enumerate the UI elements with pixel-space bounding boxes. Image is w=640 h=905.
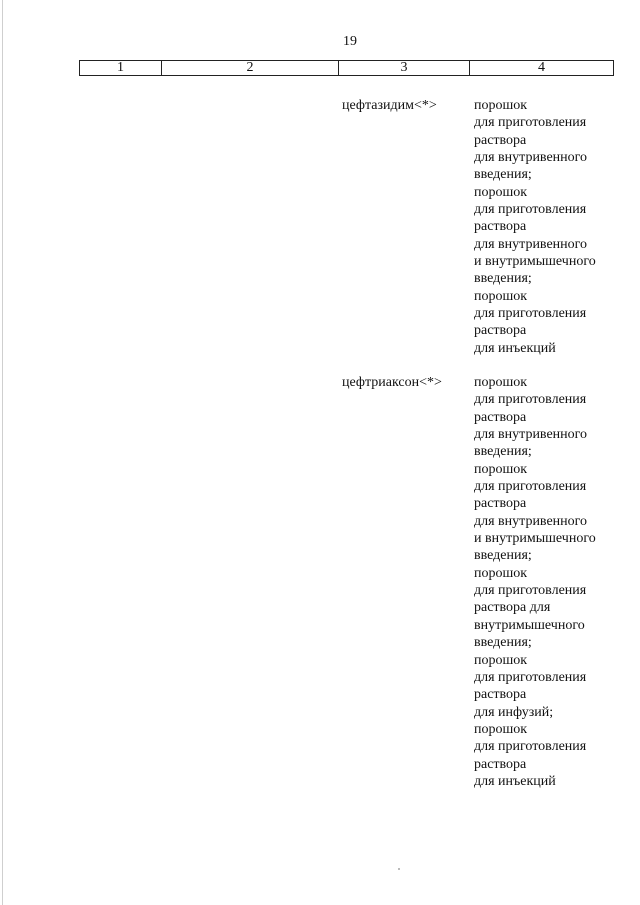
dosage-form-line: внутримышечного	[474, 617, 585, 633]
dosage-forms-list	[474, 97, 624, 357]
dosage-form-line: введения;	[474, 635, 532, 651]
drug-name: цефтазидим<*>	[342, 98, 437, 113]
dosage-form-line: порошок	[474, 184, 528, 200]
dosage-form-line: для внутривенного	[474, 150, 588, 166]
page-number: 19	[343, 34, 357, 49]
dosage-form-line: раствора	[474, 687, 527, 703]
column-number-2: 2	[162, 61, 339, 76]
dosage-form-line: введения;	[474, 271, 532, 287]
dosage-form-line: порошок	[474, 288, 528, 304]
column-number-4: 4	[470, 61, 614, 76]
dosage-form-line: раствора	[474, 756, 527, 772]
dosage-form-line: порошок	[474, 721, 528, 737]
dosage-forms-list	[474, 374, 624, 790]
dosage-form-line: для приготовления	[474, 739, 587, 755]
dosage-form-line: для внутривенного	[474, 236, 588, 252]
column-header-table	[79, 60, 614, 76]
dosage-form-line: для приготовления	[474, 202, 587, 218]
dosage-form-line: для внутривенного	[474, 513, 588, 529]
dosage-form-line: введения;	[474, 167, 532, 183]
dosage-form-line: для инъекций	[474, 340, 556, 356]
dosage-form-line: для приготовления	[474, 392, 587, 408]
dosage-form-line: для внутривенного	[474, 427, 588, 443]
page-edge	[2, 0, 3, 905]
dosage-form-line: введения;	[474, 444, 532, 460]
dosage-form-line: порошок	[474, 461, 528, 477]
drug-name: цефтриаксон<*>	[342, 375, 442, 390]
dosage-form-line: введения;	[474, 548, 532, 564]
dosage-form-line: раствора	[474, 323, 527, 339]
dosage-form-line: для приготовления	[474, 583, 587, 599]
dosage-form-line: порошок	[474, 652, 528, 668]
dosage-form-line: и внутримышечного	[474, 254, 596, 270]
dosage-form-line: порошок	[474, 565, 528, 581]
dosage-form-line: раствора для	[474, 600, 551, 616]
dosage-form-line: раствора	[474, 496, 527, 512]
dosage-form-line: порошок	[474, 375, 528, 390]
scan-mark	[398, 868, 400, 870]
dosage-form-line: для приготовления	[474, 669, 587, 685]
dosage-form-line: для приготовления	[474, 306, 587, 322]
dosage-form-line: для приготовления	[474, 479, 587, 495]
dosage-form-line: раствора	[474, 409, 527, 425]
dosage-form-line: для инфузий;	[474, 704, 554, 720]
dosage-form-line: для инъекций	[474, 773, 556, 789]
dosage-form-line: порошок	[474, 98, 528, 113]
column-number-1: 1	[80, 61, 162, 76]
dosage-form-line: раствора	[474, 219, 527, 235]
column-number-3: 3	[339, 61, 470, 76]
column-header-row	[80, 61, 614, 76]
dosage-form-line: и внутримышечного	[474, 531, 596, 547]
dosage-form-line: для приготовления	[474, 115, 587, 131]
dosage-form-line: раствора	[474, 132, 527, 148]
